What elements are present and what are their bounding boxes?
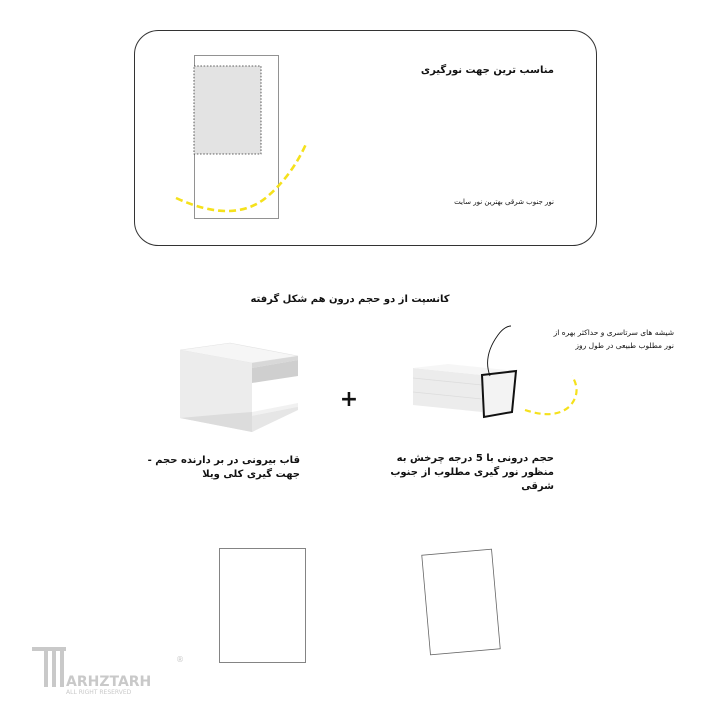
plus-sign: + — [339, 387, 359, 412]
watermark-brand: ARHZTARH — [66, 674, 152, 690]
outer-frame-caption — [148, 454, 300, 482]
inner-volume — [413, 364, 516, 417]
inner-caption-line-3: شرقی — [521, 481, 554, 492]
watermark-logo — [32, 647, 66, 687]
outer-caption-line-1: قاب بیرونی در بر دارنده حجم - — [147, 455, 300, 466]
inner-caption-line-2: منظور نور گیری مطلوب از جنوب — [390, 467, 554, 478]
watermark-tagline: ALL RIGHT RESERVED — [66, 689, 132, 696]
watermark-registered-mark: ® — [176, 655, 184, 664]
concept-heading: کانسپت از دو حجم درون هم شکل گرفته — [250, 294, 450, 305]
outer-caption-line-2: جهت گیری کلی ویلا — [202, 469, 300, 480]
building-footprint — [194, 66, 261, 154]
southeast-light-note: نور جنوب شرقی بهترین نور سایت — [454, 198, 554, 206]
inner-volume-caption — [390, 452, 554, 494]
inner-volume-plan-sheet — [422, 549, 500, 655]
inner-caption-line-1: حجم درونی با 5 درجه چرخش به — [396, 453, 554, 464]
best-orientation-title: مناسب ترین جهت نورگیری — [420, 65, 554, 76]
glazing-note — [554, 326, 674, 352]
light-path-arc — [525, 376, 577, 414]
outer-frame-volume — [180, 343, 298, 432]
glazing-note-line-2: نور مطلوب طبیعی در طول روز — [575, 341, 674, 350]
glazing-note-line-1: شیشه های سرتاسری و حداکثر بهره از — [553, 328, 674, 337]
full-glazing-face — [482, 371, 516, 417]
outer-frame-plan-sheet — [220, 549, 306, 663]
